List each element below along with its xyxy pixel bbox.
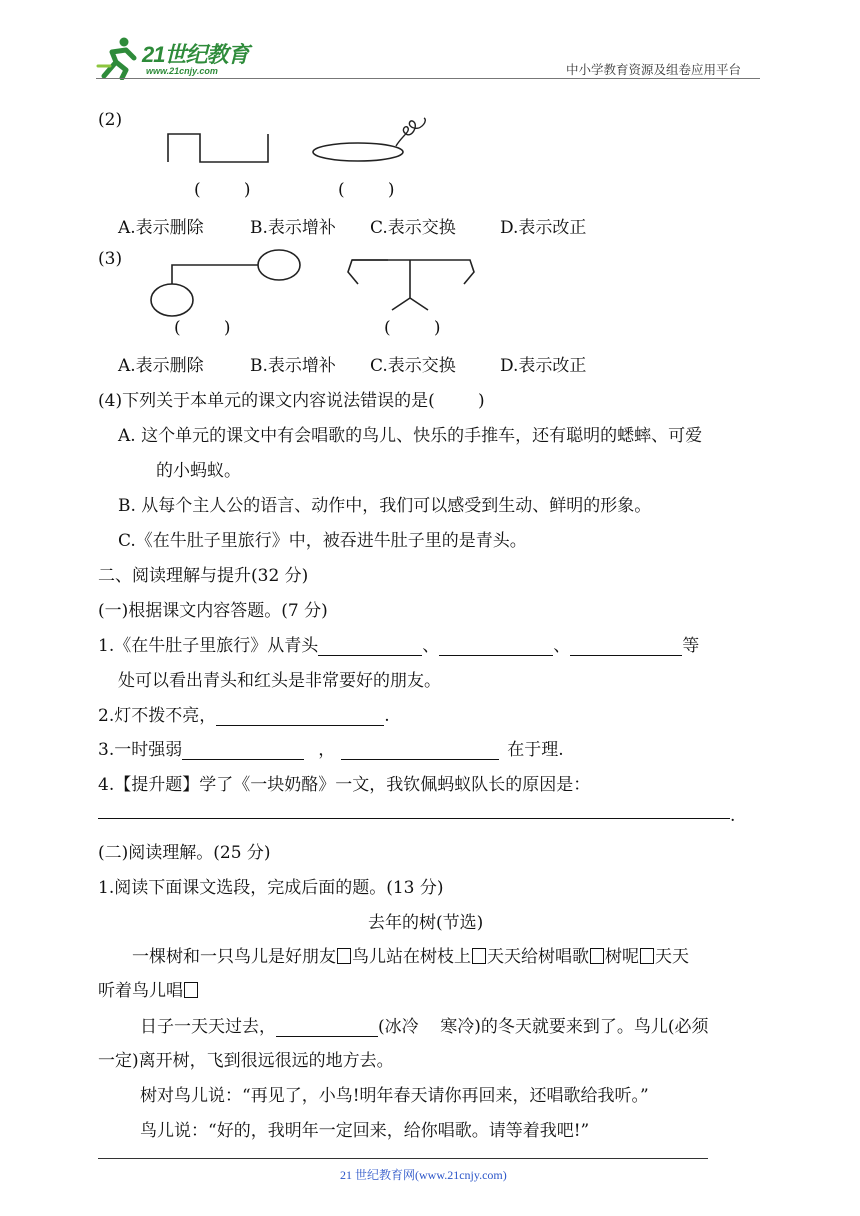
answer-blank[interactable] — [570, 637, 682, 656]
separator: 、 — [422, 636, 440, 656]
answer-paren: ( ) — [194, 180, 251, 200]
option-a: A.表示删除 — [118, 218, 204, 238]
choice-a-line2: 的小蚂蚁。 — [156, 461, 241, 481]
part-title: (二)阅读理解。(25 分) — [98, 843, 271, 863]
question-text: 等 — [682, 636, 700, 656]
answer-blank[interactable] — [182, 741, 304, 760]
fill-question-4: 4.【提升题】学了《一块奶酪》一文，我钦佩蚂蚁队长的原因是： — [98, 775, 591, 795]
passage-paragraph-2 — [140, 1012, 709, 1037]
question-text-line2: 处可以看出青头和红头是非常要好的朋友。 — [118, 671, 441, 691]
proofread-mark-delete-icon — [310, 114, 434, 166]
answer-blank[interactable] — [439, 637, 553, 656]
question-text: 在于理. — [507, 740, 564, 760]
question-text: 1.《在牛肚子里旅行》从青头 — [98, 636, 319, 656]
passage-text: 天天 — [655, 947, 689, 967]
passage-paragraph-3: 树对鸟儿说：“再见了，小鸟!明年春天请你再回来，还唱歌给我听。” — [140, 1086, 649, 1106]
punctuation-box[interactable] — [640, 948, 654, 964]
fill-question-2 — [98, 701, 390, 726]
passage-text: 树呢 — [605, 947, 639, 967]
passage-paragraph-1 — [132, 942, 689, 967]
runner-logo-icon — [96, 36, 140, 80]
passage-text: 鸟儿站在树枝上 — [352, 947, 471, 967]
question-text: . — [384, 706, 390, 726]
reading-question: 1.阅读下面课文选段，完成后面的题。(13 分) — [98, 878, 444, 898]
option-d: D.表示改正 — [500, 218, 587, 238]
passage-text: (冰冷 寒冷)的冬天就要来到了。鸟儿(必须 — [378, 1017, 709, 1037]
passage-paragraph-1-line2 — [98, 976, 199, 1001]
fill-question-3 — [98, 735, 564, 760]
footer-rule — [98, 1158, 708, 1159]
part-title: (一)根据课文内容答题。(7 分) — [98, 601, 328, 621]
proofread-mark-move-icon — [148, 244, 304, 324]
question-stem: (4)下列关于本单元的课文内容说法错误的是( ) — [98, 391, 485, 411]
answer-line-end: . — [730, 806, 736, 826]
question-text: 2.灯不拨不亮， — [98, 706, 217, 726]
answer-paren: ( ) — [384, 318, 441, 338]
separator: 、 — [553, 636, 571, 656]
option-c: C.表示交换 — [370, 218, 456, 238]
proofread-mark-swap-icon — [164, 130, 272, 166]
answer-paren: ( ) — [338, 180, 395, 200]
passage-paragraph-4: 鸟儿说：“好的，我明年一定回来，给你唱歌。请等着我吧!” — [140, 1121, 590, 1141]
passage-text: 听着鸟儿唱 — [98, 981, 183, 1001]
passage-paragraph-2-line2: 一定)离开树，飞到很远很远的地方去。 — [98, 1051, 394, 1071]
choice-b: B. 从每个主人公的语言、动作中，我们可以感受到生动、鲜明的形象。 — [118, 496, 652, 516]
answer-line[interactable] — [98, 818, 730, 819]
answer-blank[interactable] — [216, 707, 384, 726]
option-b: B.表示增补 — [250, 218, 336, 238]
platform-name: 中小学教育资源及组卷应用平台 — [566, 62, 742, 77]
option-d: D.表示改正 — [500, 356, 587, 376]
question-number: (2) — [98, 110, 123, 130]
punctuation-box[interactable] — [337, 948, 351, 964]
answer-blank[interactable] — [276, 1018, 378, 1037]
separator: ， — [318, 740, 336, 760]
choice-c: C.《在牛肚子里旅行》中，被吞进牛肚子里的是青头。 — [118, 531, 527, 551]
option-c: C.表示交换 — [370, 356, 456, 376]
passage-title: 去年的树(节选) — [368, 913, 484, 933]
punctuation-box[interactable] — [472, 948, 486, 964]
question-number: (3) — [98, 249, 123, 269]
answer-blank[interactable] — [318, 637, 422, 656]
footer-link[interactable]: 21 世纪教育网(www.21cnjy.com) — [340, 1168, 507, 1182]
passage-text: 日子一天天过去， — [140, 1017, 276, 1037]
punctuation-box[interactable] — [184, 982, 198, 998]
header-rule — [96, 78, 760, 79]
fill-question-1 — [98, 631, 699, 656]
logo-sub-text: www.21cnjy.com — [146, 66, 218, 76]
punctuation-box[interactable] — [590, 948, 604, 964]
proofread-mark-insert-icon — [344, 248, 478, 318]
section-title: 二、阅读理解与提升(32 分) — [98, 566, 309, 586]
question-text: 3.一时强弱 — [98, 740, 183, 760]
option-b: B.表示增补 — [250, 356, 336, 376]
option-a: A.表示删除 — [118, 356, 204, 376]
site-logo — [96, 34, 266, 80]
passage-text: 天天给树唱歌 — [487, 947, 589, 967]
answer-blank[interactable] — [341, 741, 499, 760]
passage-text: 一棵树和一只鸟儿是好朋友 — [132, 947, 336, 967]
logo-main-text: 21世纪教育 — [142, 42, 249, 67]
answer-paren: ( ) — [174, 318, 231, 338]
choice-a-line1: A. 这个单元的课文中有会唱歌的鸟儿、快乐的手推车，还有聪明的蟋蟀、可爱 — [118, 426, 703, 446]
